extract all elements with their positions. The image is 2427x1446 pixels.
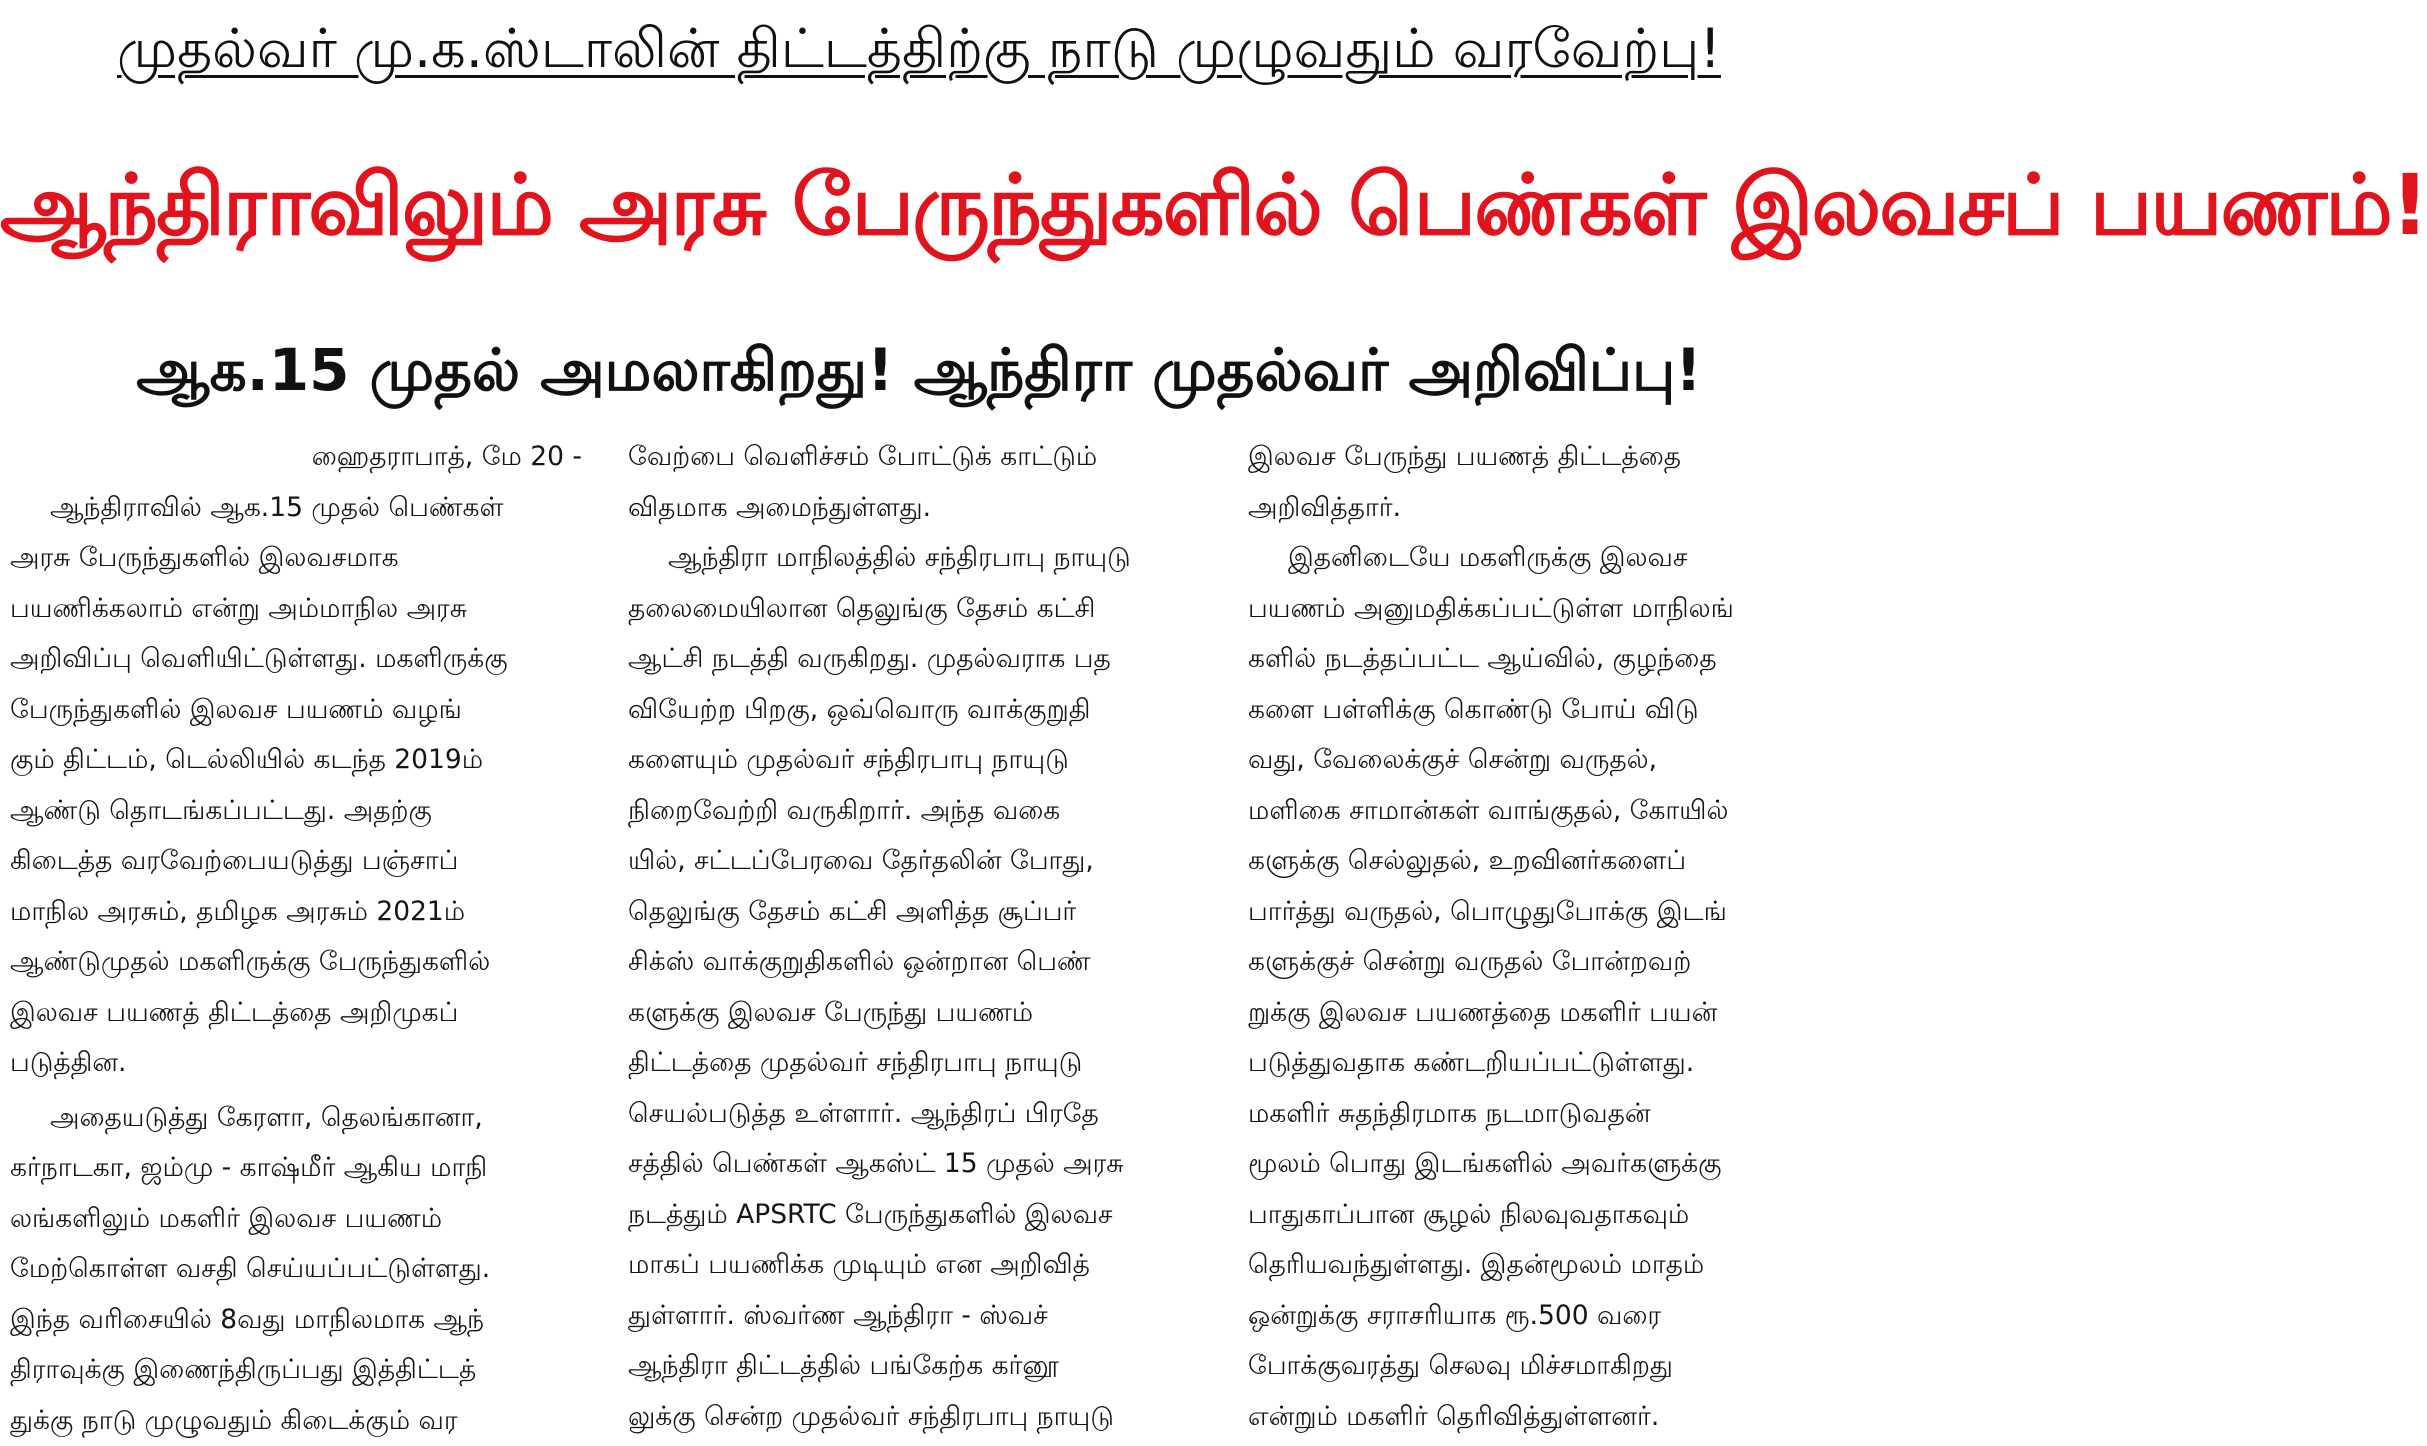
body-line: ஆண்டுமுதல் மகளிருக்கு பேருந்துகளில் [10,937,596,988]
body-line: வது, வேலைக்குச் சென்று வருதல், [1248,735,1834,786]
dateline: ஹைதராபாத், மே 20 - [10,432,596,483]
body-line: நடத்தும் APSRTC பேருந்துகளில் இலவச [628,1190,1214,1241]
body-line: ஆந்திராவில் ஆக.15 முதல் பெண்கள் [10,483,596,534]
body-line: மகளிர் சுதந்திரமாக நடமாடுவதன் [1248,1089,1834,1140]
body-line: நிறைவேற்றி வருகிறார். அந்த வகை [628,786,1214,837]
body-line: இலவச பேருந்து பயணத் திட்டத்தை [1248,432,1834,483]
body-line: களுக்குச் சென்று வருதல் போன்றவற் [1248,937,1834,988]
body-line: மேற்கொள்ள வசதி செய்யப்பட்டுள்ளது. [10,1244,596,1295]
article-column-3 [1248,432,1834,1442]
body-line: பயணிக்கலாம் என்று அம்மாநில அரசு [10,584,596,635]
body-line: திட்டத்தை முதல்வர் சந்திரபாபு நாயுடு [628,1038,1214,1089]
body-line: மூலம் பொது இடங்களில் அவர்களுக்கு [1248,1139,1834,1190]
body-line: சத்தில் பெண்கள் ஆகஸ்ட் 15 முதல் அரசு [628,1139,1214,1190]
body-line: போக்குவரத்து செலவு மிச்சமாகிறது [1248,1341,1834,1392]
body-line: ஆட்சி நடத்தி வருகிறது. முதல்வராக பத [628,634,1214,685]
body-line: அரசு பேருந்துகளில் இலவசமாக [10,533,596,584]
body-line: இதனிடையே மகளிருக்கு இலவச [1248,533,1834,584]
body-line: இந்த வரிசையில் 8வது மாநிலமாக ஆந் [10,1295,596,1346]
body-line: துக்கு நாடு முழுவதும் கிடைக்கும் வர [10,1396,596,1446]
body-line: வியேற்ற பிறகு, ஒவ்வொரு வாக்குறுதி [628,685,1214,736]
body-line: பேருந்துகளில் இலவச பயணம் வழங் [10,685,596,736]
body-line: செயல்படுத்த உள்ளார். ஆந்திரப் பிரதே [628,1089,1214,1140]
body-line: களுக்கு செல்லுதல், உறவினர்களைப் [1248,836,1834,887]
body-line: படுத்தின. [10,1038,596,1089]
body-line: ஆண்டு தொடங்கப்பட்டது. அதற்கு [10,786,596,837]
body-line: பார்த்து வருதல், பொழுதுபோக்கு இடங் [1248,887,1834,938]
body-line: விதமாக அமைந்துள்ளது. [628,483,1214,534]
body-line: துள்ளார். ஸ்வர்ண ஆந்திரா - ஸ்வச் [628,1291,1214,1342]
body-line: அதையடுத்து கேரளா, தெலங்கானா, [10,1093,596,1144]
body-line: மாநில அரசும், தமிழக அரசும் 2021ம் [10,887,596,938]
body-line: களையும் முதல்வர் சந்திரபாபு நாயுடு [628,735,1214,786]
body-line: வேற்பை வெளிச்சம் போட்டுக் காட்டும் [628,432,1214,483]
body-line: களுக்கு இலவச பேருந்து பயணம் [628,988,1214,1039]
body-line: ஆந்திரா மாநிலத்தில் சந்திரபாபு நாயுடு [628,533,1214,584]
body-line: பயணம் அனுமதிக்கப்பட்டுள்ள மாநிலங் [1248,584,1834,635]
kicker-text: முதல்வர் மு.க.ஸ்டாலின் திட்டத்திற்கு நாடு முழுவதும் வரவேற்பு! [117,17,1721,80]
body-line: அறிவித்தார். [1248,483,1834,534]
body-line: கர்நாடகா, ஜம்மு - காஷ்மீர் ஆகிய மாநி [10,1143,596,1194]
body-line: சிக்ஸ் வாக்குறுதிகளில் ஒன்றான பெண் [628,937,1214,988]
body-line: படுத்துவதாக கண்டறியப்பட்டுள்ளது. [1248,1038,1834,1089]
body-line: அறிவிப்பு வெளியிட்டுள்ளது. மகளிருக்கு [10,634,596,685]
body-line: களில் நடத்தப்பட்ட ஆய்வில், குழந்தை [1248,634,1834,685]
body-line: தெலுங்கு தேசம் கட்சி அளித்த சூப்பர் [628,887,1214,938]
body-line: யில், சட்டப்பேரவை தேர்தலின் போது, [628,836,1214,887]
subheadline: ஆக.15 முதல் அமலாகிறது! ஆந்திரா முதல்வர் அறிவிப்பு! [0,330,1838,410]
body-line: கிடைத்த வரவேற்பையடுத்து பஞ்சாப் [10,836,596,887]
body-line: இலவச பயணத் திட்டத்தை அறிமுகப் [10,988,596,1039]
body-line: என்றும் மகளிர் தெரிவித்துள்ளனர். [1248,1392,1834,1443]
body-line: திராவுக்கு இணைந்திருப்பது இத்திட்டத் [10,1345,596,1396]
body-line: கும் திட்டம், டெல்லியில் கடந்த 2019ம் [10,735,596,786]
body-line: தலைமையிலான தெலுங்கு தேசம் கட்சி [628,584,1214,635]
body-line: தெரியவந்துள்ளது. இதன்மூலம் மாதம் [1248,1240,1834,1291]
body-line: பாதுகாப்பான சூழல் நிலவுவதாகவும் [1248,1190,1834,1241]
body-line: களை பள்ளிக்கு கொண்டு போய் விடு [1248,685,1834,736]
body-line: றுக்கு இலவச பயணத்தை மகளிர் பயன் [1248,988,1834,1039]
article-column-2 [628,432,1214,1442]
body-line: லுக்கு சென்ற முதல்வர் சந்திரபாபு நாயுடு [628,1392,1214,1443]
article-column-1 [10,432,596,1446]
headline: ஆந்திராவிலும் அரசு பேருந்துகளில் பெண்கள் இலவசப் பயணம்! [0,150,1838,260]
body-line: மளிகை சாமான்கள் வாங்குதல், கோயில் [1248,786,1834,837]
body-line: லங்களிலும் மகளிர் இலவச பயணம் [10,1194,596,1245]
kicker-line [0,14,1838,84]
body-line: ஆந்திரா திட்டத்தில் பங்கேற்க கர்னூ [628,1341,1214,1392]
body-line: மாகப் பயணிக்க முடியும் என அறிவித் [628,1240,1214,1291]
body-line: ஒன்றுக்கு சராசரியாக ரூ.500 வரை [1248,1291,1834,1342]
